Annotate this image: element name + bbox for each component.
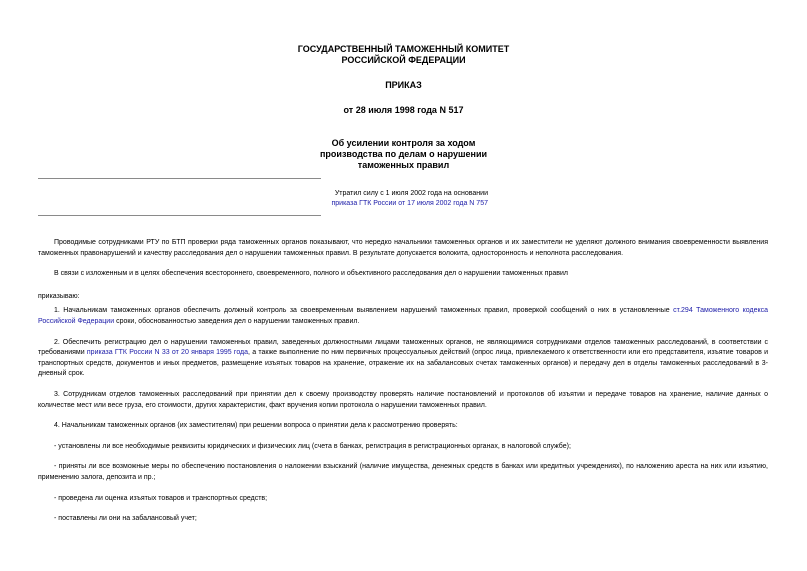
title-line-2: производства по делам о нарушении [319, 149, 488, 159]
paragraph-item-4: 4. Начальникам таможенных органов (их заместителям) при решении вопроса о принятии дела к рассмотрению проверять: [54, 422, 458, 430]
status-note [318, 189, 488, 209]
repeal-order-link[interactable]: приказа ГТК России от 17 июля 2002 года N 757 [331, 200, 488, 207]
item-2-text-start: 2. Обеспечить регистрацию дел о нарушении таможенных правил, заведенных должностными лицами таможенных органов, не являющимися сотрудниками отделов таможенных расследований, в соответствии с требованиями [38, 338, 768, 357]
document-header [0, 44, 807, 185]
item-2-text-end: , а также выполнение по ним первичных процессуальных действий (опрос лица, привлекаемого к ответственности или его представителя, изъятие товаров и транспортных средств, документов и иных предметов, размещение изъятых товаров на хранение, отражение их на забалансовых счетах таможенных органов) и передачу дел в отделы таможенных расследований в 3-дневный срок. [38, 349, 769, 378]
order-33-link[interactable]: приказа ГТК России N 33 от 20 января 1995 года [86, 349, 249, 357]
item-1-text-end: сроки, обоснованностью заведения дел о нарушении таможенных правил. [114, 317, 360, 325]
paragraph-intro: Проводимые сотрудниками РТУ по БТП проверки ряда таможенных органов показывают, что нередко начальники таможенных органов и их заместители не уделяют должного внимания своевременности выявления таможенных правонарушений и качеству расследования дел о нарушении таможенных правил. В результате допускается волокита, односторонность и неполнота расследования. [38, 239, 768, 257]
list-item-valuation: - проведена ли оценка изъятых товаров и транспортных средств; [54, 494, 268, 502]
title-line-3: таможенных правил [357, 160, 450, 170]
bottom-divider [38, 215, 321, 216]
document-title [0, 138, 807, 171]
order-word: приказываю: [38, 292, 80, 300]
document-date: от 28 июля 1998 года N 517 [343, 105, 464, 115]
title-line-1: Об усилении контроля за ходом [331, 138, 476, 148]
customs-code-link[interactable]: ст.294 Таможенного кодекса Российской Федерации [38, 307, 769, 325]
list-item-requisites: - установлены ли все необходимые реквизиты юридических и физических лиц (счета в банках, регистрация в регистрационных органах, в налоговой службе); [54, 442, 571, 450]
list-item-accounting: - поставлены ли они на забалансовый учет; [54, 515, 197, 523]
paragraph-item-1 [38, 306, 768, 327]
paragraph-item-2 [38, 338, 768, 380]
issuing-authority [0, 44, 807, 66]
document-type: ПРИКАЗ [385, 80, 422, 90]
status-note-text: Утратил силу с 1 июля 2002 года на основании [334, 190, 488, 197]
authority-line-1: ГОСУДАРСТВЕННЫЙ ТАМОЖЕННЫЙ КОМИТЕТ [297, 44, 510, 54]
list-item-measures: - приняты ли все возможные меры по обеспечению постановления о наложении взысканий (наличие имущества, денежных средств в банках или кредитных учреждениях), по наложению ареста на них или изъятию, применению залога, депозита и пр.; [38, 463, 768, 481]
document-body [38, 238, 768, 535]
paragraph-item-3: 3. Сотрудникам отделов таможенных расследований при принятии дел к своему производству проверять наличие постановлений и протоколов об изъятии и передаче товаров на хранение, наличие данных о количестве мест или весе груза, его стоимости, других характеристик, факт вручения копии протокола о нарушении таможенных правил. [38, 390, 768, 409]
paragraph-purpose: В связи с изложенным и в целях обеспечения всестороннего, своевременного, полного и объективного расследования дел о нарушении таможенных правил [54, 270, 568, 278]
item-1-text-start: 1. Начальникам таможенных органов обеспечить должный контроль за своевременным выявлением нарушений таможенных правил, проверкой сообщений о них в установленные [54, 307, 674, 315]
top-divider [38, 178, 321, 179]
authority-line-2: РОССИЙСКОЙ ФЕДЕРАЦИИ [341, 55, 466, 65]
